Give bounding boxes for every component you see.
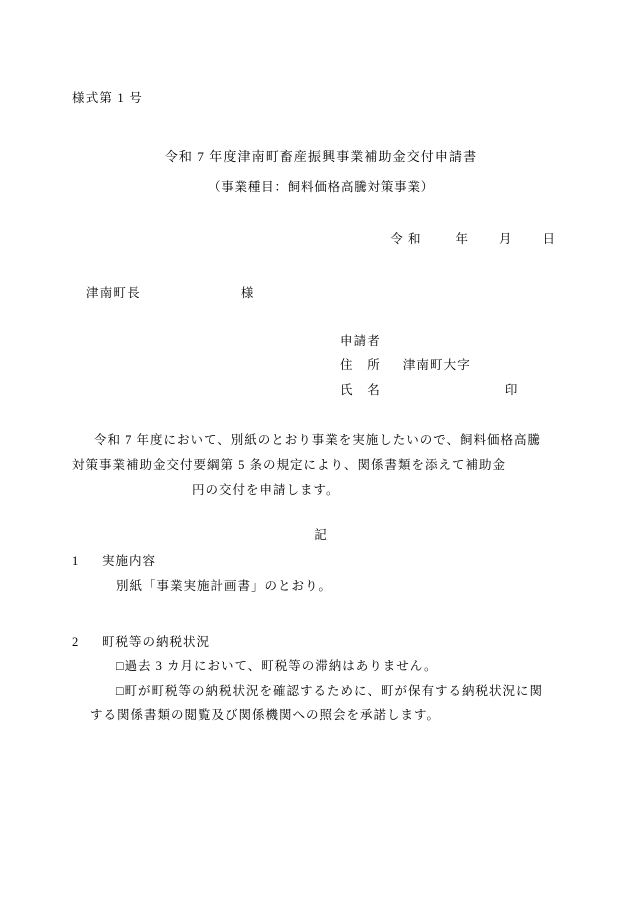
- item-2-number: 2: [72, 634, 80, 649]
- applicant-name-label: 氏 名: [340, 382, 381, 397]
- item-1: [72, 549, 562, 598]
- item-2: [72, 630, 562, 728]
- applicant-seal-label: 印: [504, 382, 519, 397]
- item-2-heading-row: [72, 630, 562, 654]
- body-line-2: 対策事業補助金交付要綱第 5 条の規定により、関係書類を添えて補助金: [72, 458, 507, 473]
- item-2-checkbox-line-2-cont: する関係書類の閲覧及び関係機関への照会を承諾します。: [90, 708, 441, 722]
- body-line-1: 令和 7 年度において、別紙のとおり事業を実施したいので、飼料価格高騰: [94, 433, 542, 448]
- date-day-label: 日: [542, 232, 556, 246]
- document-title: 令和 7 年度津南町畜産振興事業補助金交付申請書: [164, 149, 478, 164]
- document-body: [72, 88, 562, 727]
- addressee-name: 津南町長: [86, 286, 141, 300]
- applicant-heading: 申請者: [340, 334, 381, 348]
- form-number: 様式第 1 号: [72, 91, 143, 105]
- ki-marker: 記: [314, 528, 328, 543]
- item-2-checkbox-line-1[interactable]: □過去 3 カ月において、町税等の滞納はありません。: [116, 659, 438, 674]
- item-1-heading: 実施内容: [102, 554, 157, 569]
- body-line-3: 円の交付を申請します。: [192, 483, 340, 498]
- date-line: [72, 229, 562, 247]
- item-2-heading: 町税等の納税状況: [102, 634, 211, 649]
- document-subtitle: （事業種目：飼料価格高騰対策事業）: [207, 180, 435, 194]
- addressee-line: [72, 283, 562, 301]
- addressee-honorific: 様: [240, 286, 255, 300]
- applicant-address-label: 住 所: [340, 358, 381, 373]
- date-year-label: 年: [455, 232, 469, 246]
- applicant-address-row: [340, 353, 562, 377]
- date-era-label: 令 和: [390, 232, 422, 246]
- applicant-block: [72, 329, 562, 402]
- item-spacer: [72, 598, 562, 624]
- applicant-address-value: 津南町大字: [402, 358, 471, 373]
- item-2-checkbox-line-2[interactable]: □町が町税等の納税状況を確認するために、町が保有する納税状況に関: [116, 683, 544, 698]
- body-paragraph: [72, 428, 562, 503]
- item-1-line-1: 別紙「事業実施計画書」のとおり。: [116, 578, 333, 593]
- item-1-heading-row: [72, 549, 562, 573]
- applicant-name-row: [340, 378, 562, 402]
- item-1-number: 1: [72, 554, 80, 569]
- date-month-label: 月: [498, 232, 513, 246]
